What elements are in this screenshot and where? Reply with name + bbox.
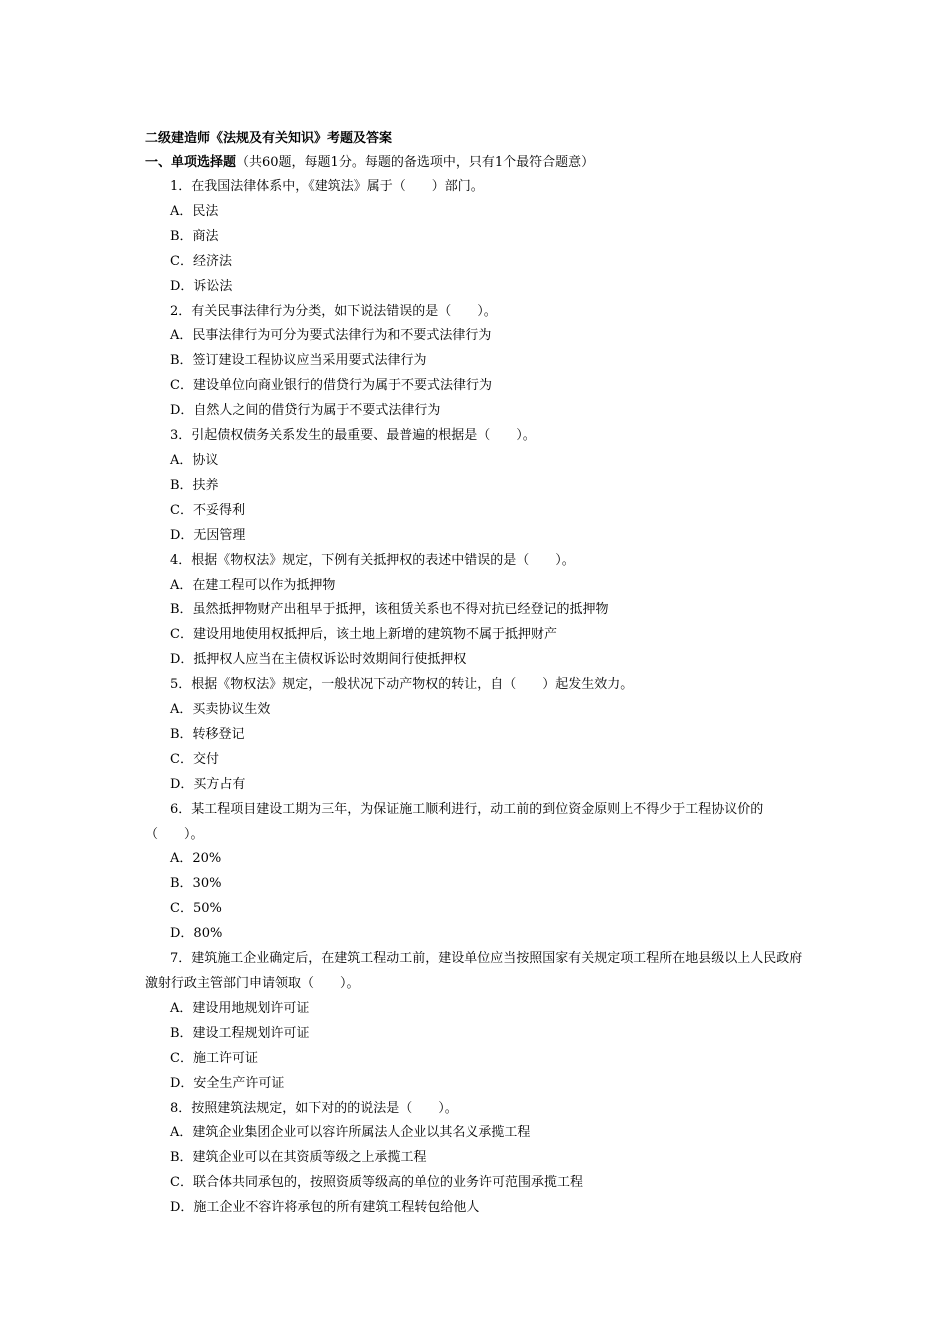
answer-option: A．买卖协议生效	[170, 702, 271, 718]
question-stem: 4．根据《物权法》规定，下例有关抵押权的表述中错误的是（ ）。	[170, 552, 575, 568]
section-note: （共60题，每题1分。每题的备选项中，只有1个最符合题意）	[236, 155, 595, 170]
answer-option: C．经济法	[170, 253, 232, 269]
question-stem: 2．有关民事法律行为分类，如下说法错误的是（ ）。	[170, 303, 497, 319]
answer-option: C．联合体共同承包的，按照资质等级高的单位的业务许可范围承揽工程	[170, 1175, 583, 1191]
answer-option: A．民事法律行为可分为要式法律行为和不要式法律行为	[170, 328, 492, 344]
answer-option: D．无因管理	[170, 527, 246, 543]
answer-option: B．虽然抵押物财产出租早于抵押，该租赁关系也不得对抗已经登记的抵押物	[170, 602, 609, 618]
answer-option: C．50%	[170, 901, 222, 917]
question-block	[145, 300, 815, 425]
question-stem: 3．引起债权债务关系发生的最重要、最普遍的根据是（ ）。	[170, 428, 536, 444]
answer-option: C．建设单位向商业银行的借贷行为属于不要式法律行为	[170, 378, 492, 394]
answer-option: B．商法	[170, 228, 219, 244]
answer-option: D．安全生产许可证	[170, 1075, 285, 1091]
answer-option: D．买方占有	[170, 776, 246, 792]
answer-option: C．施工许可证	[170, 1050, 258, 1066]
answer-option: D．抵押权人应当在主债权诉讼时效期间行使抵押权	[170, 652, 467, 668]
answer-option: B．30%	[170, 876, 222, 892]
section-heading: 一、单项选择题	[145, 155, 237, 170]
answer-option: A．协议	[170, 452, 219, 468]
question-block	[145, 798, 815, 947]
answer-option: C．交付	[170, 751, 219, 767]
answer-option: A．民法	[170, 203, 219, 219]
question-block	[145, 175, 815, 300]
question-block	[145, 1097, 815, 1222]
question-block	[145, 947, 815, 1096]
answer-option: B．转移登记	[170, 726, 245, 742]
document-title: 二级建造师《法规及有关知识》考题及答案	[145, 131, 393, 146]
answer-option: A．建筑企业集团企业可以容许所属法人企业以其名义承揽工程	[170, 1125, 531, 1141]
answer-option: D．施工企业不容许将承包的所有建筑工程转包给他人	[170, 1200, 480, 1216]
answer-option: A．20%	[170, 851, 222, 867]
question-block	[145, 424, 815, 549]
document-page	[145, 126, 815, 1221]
question-stem: 8．按照建筑法规定，如下对的的说法是（ ）。	[170, 1100, 458, 1116]
question-block	[145, 549, 815, 674]
answer-option: B．签订建设工程协议应当采用要式法律行为	[170, 353, 427, 369]
answer-option: B．建设工程规划许可证	[170, 1025, 310, 1041]
question-stem: 5．根据《物权法》规定，一般状况下动产物权的转让，自（ ）起发生效力。	[170, 677, 634, 693]
question-list	[145, 175, 815, 1221]
answer-option: B．建筑企业可以在其资质等级之上承揽工程	[170, 1150, 427, 1166]
question-stem: 7．建筑施工企业确定后，在建筑工程动工前，建设单位应当按照国家有关规定项工程所在地县级以上人民政府激射行政主管部门申请领取（ ）。	[145, 951, 803, 991]
question-stem: 1．在我国法律体系中，《建筑法》属于（ ）部门。	[170, 179, 484, 194]
question-stem: 6．某工程项目建设工期为三年，为保证施工顺利进行，动工前的到位资金原则上不得少于工程协议价的（ ）。	[145, 801, 764, 842]
answer-option: B．扶养	[170, 477, 219, 493]
section-header	[145, 151, 815, 175]
answer-option: A．在建工程可以作为抵押物	[170, 577, 336, 593]
answer-option: C．不妥得利	[170, 502, 245, 518]
answer-option: D．80%	[170, 926, 223, 942]
question-block	[145, 673, 815, 798]
answer-option: A．建设用地规划许可证	[170, 1000, 310, 1016]
answer-option: C．建设用地使用权抵押后，该土地上新增的建筑物不属于抵押财产	[170, 627, 557, 643]
answer-option: D．诉讼法	[170, 278, 233, 294]
answer-option: D．自然人之间的借贷行为属于不要式法律行为	[170, 403, 441, 419]
